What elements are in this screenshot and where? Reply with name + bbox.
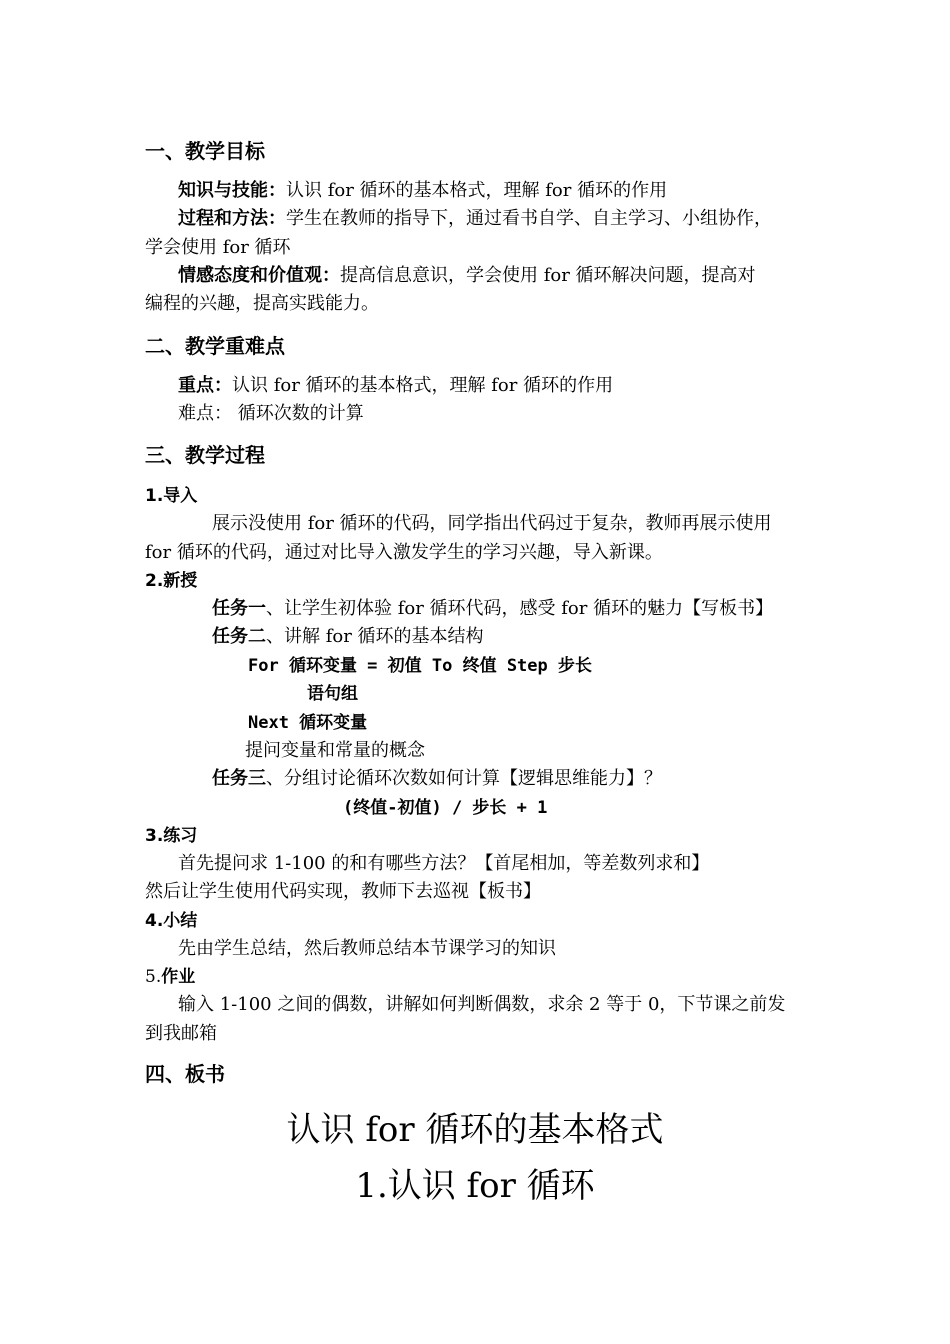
- homework-number: 5.: [145, 967, 162, 987]
- subheading-summary: 4.小结: [145, 911, 198, 931]
- text-homework-2: 到我邮箱: [145, 1023, 217, 1044]
- text-intro-1: 展示没使用 for 循环的代码，同学指出代码过于复杂，教师再展示使用: [212, 513, 772, 534]
- code-line-next: Next 循环变量: [248, 713, 368, 733]
- label-process: 过程和方法：: [178, 208, 286, 229]
- label-task3: 任务三: [212, 768, 266, 789]
- board-subtitle: 1.认识 for 循环: [355, 1166, 595, 1206]
- text-task3: 、分组讨论循环次数如何计算【逻辑思维能力】？: [266, 768, 662, 789]
- text-knowledge: 认识 for 循环的基本格式，理解 for 循环的作用: [286, 180, 668, 201]
- text-process-2: 学会使用 for 循环: [145, 237, 291, 258]
- paragraph-key: [178, 374, 613, 398]
- label-task2: 任务二: [212, 626, 266, 647]
- subheading-intro: 1.导入: [145, 486, 198, 506]
- section-heading-goals: 一、教学目标: [145, 139, 265, 163]
- section-heading-key-points: 二、教学重难点: [145, 334, 285, 358]
- text-emotion-2: 编程的兴趣，提高实践能力。: [145, 293, 379, 314]
- text-concept: 提问变量和常量的概念: [245, 740, 425, 761]
- formula-loop-count: (终值-初值) / 步长 + 1: [343, 798, 548, 818]
- text-summary: 先由学生总结，然后教师总结本节课学习的知识: [178, 938, 556, 959]
- text-task2: 、讲解 for 循环的基本结构: [266, 626, 484, 647]
- paragraph-task3: [212, 767, 662, 791]
- paragraph-emotion: [178, 264, 756, 288]
- text-practice-2: 然后让学生使用代码实现，教师下去巡视【板书】: [145, 881, 541, 902]
- paragraph-knowledge: [178, 179, 667, 203]
- text-process-1: 学生在教师的指导下，通过看书自学、自主学习、小组协作，: [286, 208, 772, 229]
- text-difficulty: 难点： 循环次数的计算: [178, 403, 364, 424]
- homework-title: 作业: [161, 967, 196, 987]
- paragraph-task1: [212, 597, 773, 621]
- text-key: 认识 for 循环的基本格式，理解 for 循环的作用: [232, 375, 614, 396]
- label-task1: 任务一: [212, 598, 266, 619]
- text-task1: 、让学生初体验 for 循环代码，感受 for 循环的魅力【写板书】: [266, 598, 774, 619]
- board-title: 认识 for 循环的基本格式: [286, 1110, 664, 1150]
- text-intro-2: for 循环的代码，通过对比导入激发学生的学习兴趣，导入新课。: [145, 542, 663, 563]
- label-key: 重点：: [178, 375, 232, 396]
- section-heading-process: 三、教学过程: [145, 443, 265, 467]
- text-homework-1: 输入 1-100 之间的偶数，讲解如何判断偶数，求余 2 等于 0，下节课之前发: [178, 994, 786, 1015]
- label-knowledge: 知识与技能：: [178, 180, 286, 201]
- code-line-statements: 语句组: [307, 684, 358, 704]
- paragraph-task2: [212, 625, 484, 649]
- subheading-practice: 3.练习: [145, 826, 198, 846]
- label-emotion: 情感态度和价值观：: [178, 265, 340, 286]
- text-practice-1: 首先提问求 1-100 的和有哪些方法？【首尾相加，等差数列求和】: [178, 853, 710, 874]
- paragraph-process: [178, 207, 772, 231]
- text-emotion-1: 提高信息意识，学会使用 for 循环解决问题，提高对: [340, 265, 756, 286]
- subheading-homework: [145, 965, 195, 989]
- subheading-new: 2.新授: [145, 571, 198, 591]
- code-line-for: For 循环变量 = 初值 To 终值 Step 步长: [248, 656, 592, 676]
- section-heading-board: 四、板书: [145, 1062, 225, 1086]
